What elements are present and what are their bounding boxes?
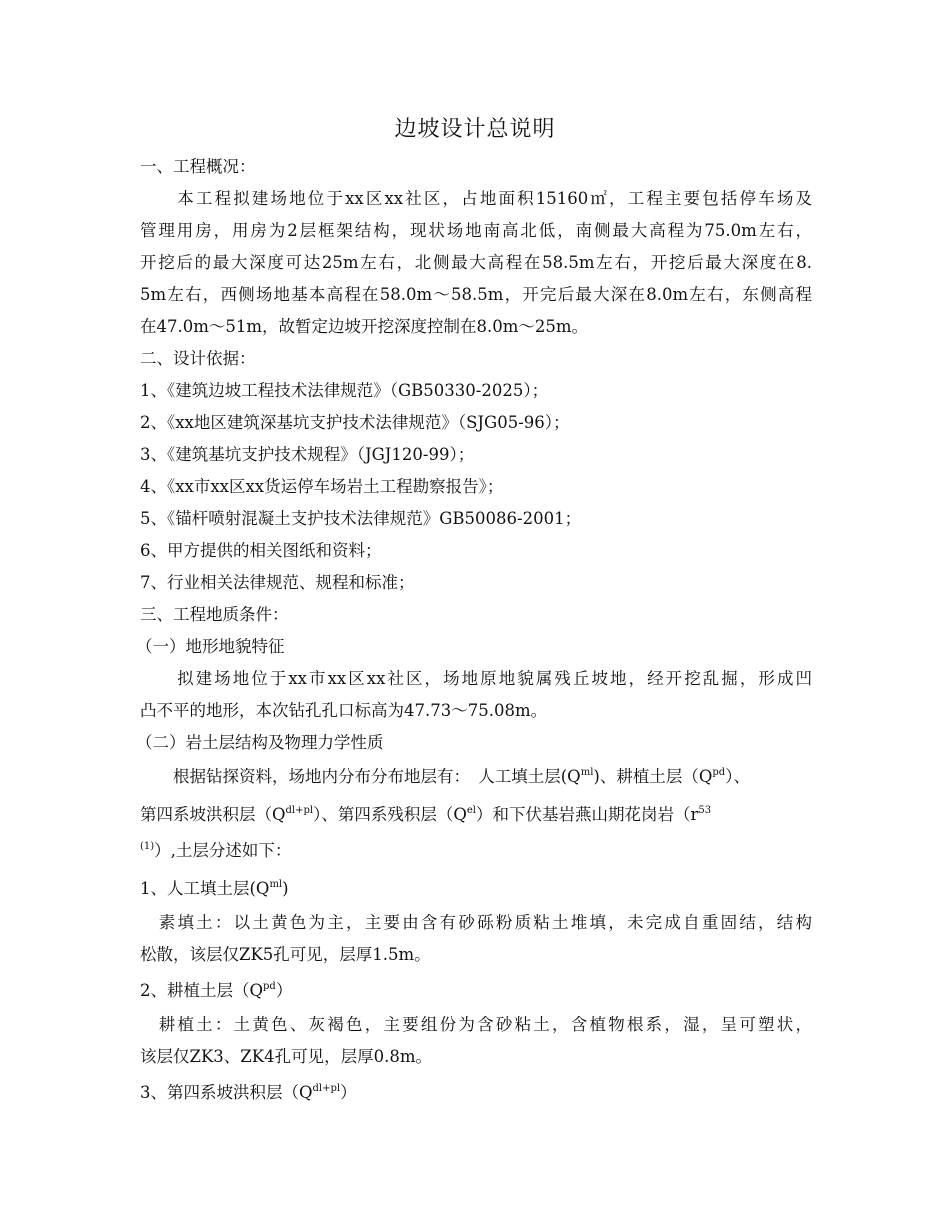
paragraph-line: 管理用房，用房为2层框架结构，现状场地南高北低，南侧最大高程为75.0m左右， — [140, 221, 812, 240]
paragraph-line: 拟建场地位于xx市xx区xx社区，场地原地貌属残丘坡地，经开挖乱掘，形成凹 — [140, 669, 812, 688]
superscript: dl+pl — [285, 805, 314, 816]
reference-item: 4、《xx市xx区xx货运停车场岩土工程勘察报告》； — [140, 477, 504, 496]
superscript: el — [466, 805, 477, 816]
strata-intro-line: $^{(1)}$）,土层分述如下： — [140, 841, 292, 860]
reference-item: 3、《建筑基坑支护技术规程》（JGJ120-99）； — [140, 445, 475, 464]
paragraph-line: 素填土：以土黄色为主，主要由含有砂砾粉质粘土堆填，未完成自重固结，结构 — [140, 913, 812, 932]
section-1-heading: 一、工程概况： — [140, 157, 256, 176]
page-title: 边坡设计总说明 — [394, 117, 556, 142]
superscript: ml — [580, 767, 594, 778]
paragraph-line: 本工程拟建场地位于xx区xx社区，占地面积15160㎡，工程主要包括停车场及 — [140, 189, 812, 208]
section-2-heading: 二、设计依据： — [140, 349, 256, 368]
reference-item: 5、《锚杆喷射混凝土支护技术法律规范》GB50086-2001； — [140, 509, 582, 528]
strata-intro-line: 第四系坡洪积层$(Q^{dl+pl})$、第四系残积层$(Q^{el})$和下伏基岩燕山期花岗岩（$r^{53}$ — [140, 805, 712, 824]
superscript: pd — [712, 767, 726, 778]
strata-intro-line: 根据钻探资料，场地内分布分布地层有： 人工填土层$(Q^{ml})$、耕植土层$(Q^{pd})$、 — [140, 767, 750, 786]
paragraph-line: 5m左右，西侧场地基本高程在58.0m～58.5m，开完后最大深在8.0m左右，东侧高程 — [140, 285, 812, 304]
paragraph-line: 耕植土：土黄色、灰褐色，主要组份为含砂粘土，含植物根系，湿，呈可塑状， — [140, 1015, 812, 1034]
superscript: (1) — [140, 841, 155, 852]
layer-3-title: 3、第四系坡洪积层$(Q^{dl+pl})$ — [140, 1083, 357, 1102]
paragraph-line: 凸不平的地形，本次钻孔孔口标高为47.73～75.08m。 — [140, 701, 548, 720]
superscript: 53 — [698, 805, 712, 816]
reference-item: 7、行业相关法律规范、规程和标准； — [140, 573, 415, 592]
reference-item: 2、《xx地区建筑深基坑支护技术法律规范》（SJG05-96）； — [140, 413, 570, 432]
subsection-heading: （一）地形地貌特征 — [136, 637, 285, 656]
reference-item: 1、《建筑边坡工程技术法律规范》（GB50330-2025）； — [140, 381, 549, 400]
paragraph-line: 松散，该层仅ZK5孔可见，层厚1.5m。 — [140, 945, 431, 964]
subsection-heading: （二）岩土层结构及物理力学性质 — [136, 733, 384, 752]
reference-item: 6、甲方提供的相关图纸和资料； — [140, 541, 382, 560]
section-3-heading: 三、工程地质条件： — [140, 605, 289, 624]
paragraph-line: 在47.0m～51m，故暂定边坡开挖深度控制在8.0m～25m。 — [140, 317, 589, 336]
layer-1-title: 1、人工填土层$(Q^{ml})$ — [140, 879, 289, 898]
paragraph-line: 开挖后的最大深度可达25m左右，北侧最大高程在58.5m左右，开挖后最大深度在8. — [140, 253, 812, 272]
layer-2-title: 2、耕植土层$(Q^{pd})$ — [140, 981, 293, 1000]
paragraph-line: 该层仅ZK3、ZK4孔可见，层厚0.8m。 — [140, 1047, 432, 1066]
